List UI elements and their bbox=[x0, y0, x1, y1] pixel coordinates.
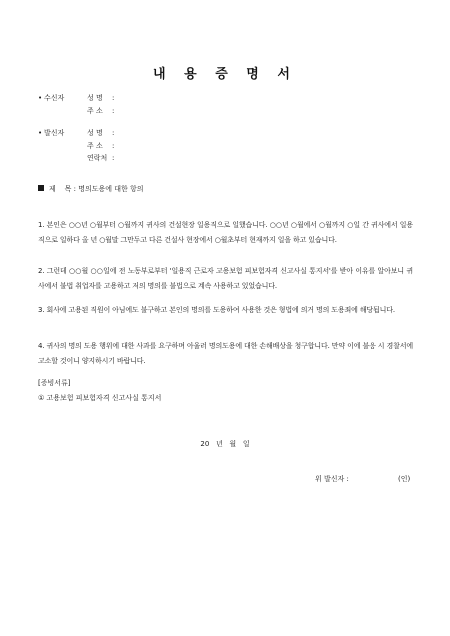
colon: : bbox=[112, 94, 115, 102]
paragraph-1: 1. 본인은 ○○년 ○월부터 ○월까지 귀사의 건설현장 일용직으로 일했습니다. ○○년 ○월에서 ○월까지 ○일 간 귀사에서 일용직으로 일하다 올 년 ○월말 그만두고 다른 건설사 현장에서 ○월초부터 현재까지 일을 하고 있습니다. bbox=[38, 221, 413, 244]
subject-text: 제 목 : 명의도용에 대한 항의 bbox=[49, 185, 144, 193]
colon: : bbox=[112, 106, 115, 115]
bullet-icon: • bbox=[38, 94, 43, 102]
recipient-name-label: 성 명 bbox=[87, 94, 103, 102]
colon: : bbox=[112, 129, 115, 137]
square-bullet-icon bbox=[38, 185, 44, 191]
evidence-title: [증빙서류] bbox=[38, 379, 71, 387]
sender-address-label: 주 소 bbox=[87, 141, 103, 150]
evidence-section bbox=[38, 376, 161, 406]
seal-mark: (인) bbox=[398, 475, 411, 483]
document-title: 내 용 증 명 서 bbox=[153, 67, 297, 82]
evidence-item: ① 고용보험 피보험자격 신고사실 통지서 bbox=[38, 394, 162, 402]
paragraph-4: 4. 귀사의 명의 도용 행위에 대한 사과를 요구하며 아울러 명의도용에 대한 손해배상을 청구합니다. 만약 이에 불응 시 경찰서에 고소할 것이니 양지하시기 바랍니다. bbox=[38, 342, 413, 365]
recipient-label: 수신자 bbox=[44, 94, 65, 102]
paragraph-3: 3. 회사에 고용된 직원이 아님에도 불구하고 본인의 명의를 도용하여 사용한 것은 형법에 의거 명의 도용죄에 해당됩니다. bbox=[38, 306, 395, 314]
subject-line bbox=[38, 184, 144, 194]
bullet-icon: • bbox=[38, 129, 43, 137]
signer-label: 위 발신자 : bbox=[315, 475, 349, 483]
recipient-address-label: 주 소 bbox=[87, 106, 103, 115]
date-line: 20 년 월 일 bbox=[200, 440, 250, 448]
sender-label: 발신자 bbox=[44, 129, 65, 137]
sender-name-label: 성 명 bbox=[87, 129, 103, 137]
sender-contact-label: 연락처 bbox=[87, 154, 108, 162]
colon: : bbox=[112, 154, 115, 162]
paragraph-2: 2. 그런데 ○○월 ○○일에 전 노동부로부터 '일용직 근로자 고용보험 피보험자격 신고사실 통지서'를 받아 이유를 알아보니 귀사에서 불법 취업자를 고용하고 저의 명의를 불법으로 계속 사용하고 있었습니다. bbox=[38, 267, 413, 290]
colon: : bbox=[112, 141, 115, 150]
